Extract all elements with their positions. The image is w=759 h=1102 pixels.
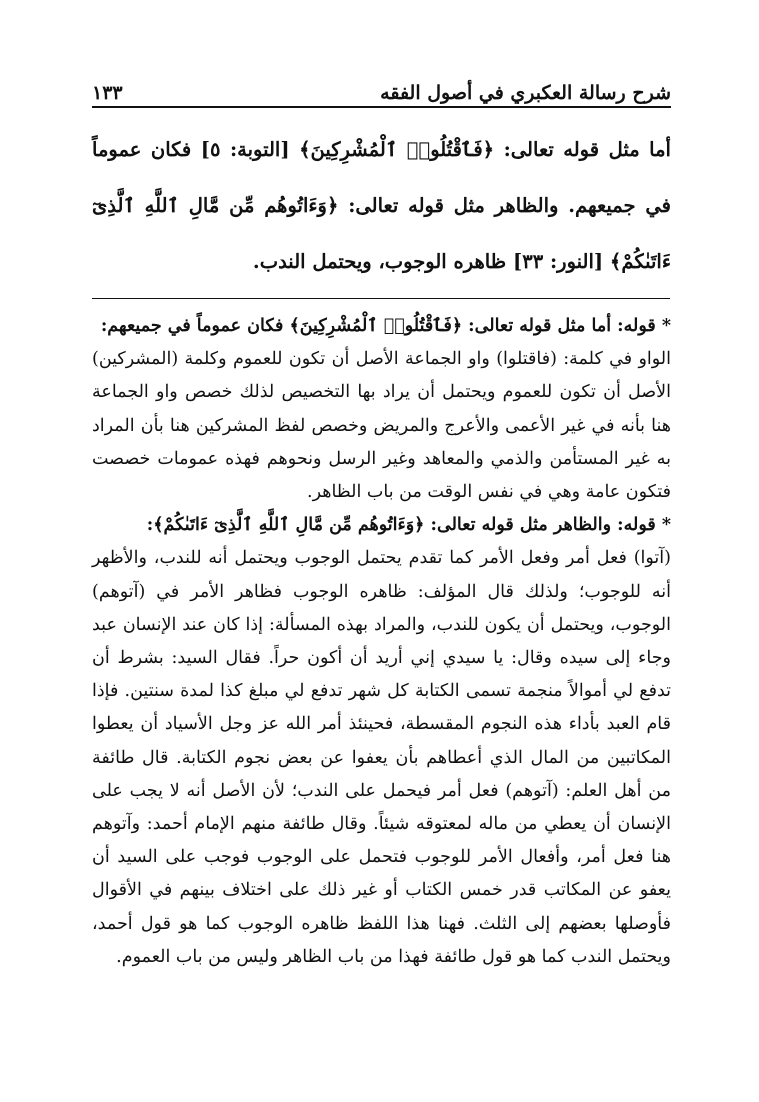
main-text-block [92,122,671,290]
commentary-paragraph: الواو في كلمة: (فاقتلوا) واو الجماعة الأصل أن تكون للعموم وكلمة (المشركين) الأصل أن تكون للعموم ويحتمل أن يراد بها التخصيص لذلك خصص واو الجماعة هنا بأنه في غير الأعمى والأعرج والمريض وخصص لفظ المشركين هنا بأن المراد به غير المستأمن والذمي والمعاهد وغير الرسل ونحوهم فهذه عمومات خصصت فتكون عامة وهي في نفس الوقت من باب الظاهر. [92,349,671,503]
running-title: شرح رسالة العكبري في أصول الفقه [380,82,671,104]
quran-verse: ﴿وَءَاتُوهُم مِّن مَّالِ ٱللَّهِ ٱلَّذِىٓ ءَاتَىٰكُمْ﴾ [92,194,671,273]
verse-reference: [التوبة: ٥] فكان عموماً في جميعهم. [92,138,671,217]
heading-text: فكان عموماً في جميعهم: [100,316,290,336]
heading-text: * قوله: أما مثل قوله تعالى: [462,316,671,336]
quran-verse: ﴿فَٱقْتُلُوا۟ ٱلْمُشْرِكِينَ﴾ [289,316,463,336]
verse-reference: [النور: ٣٣] ظاهره الوجوب، ويحتمل الندب. [252,250,610,273]
commentary-heading [92,310,671,343]
commentary-paragraph: (آتوا) فعل أمر وفعل الأمر كما تقدم يحتمل الوجوب ويحتمل أنه للندب، والأظهر أنه للوجوب؛ ولذلك قال المؤلف: ظاهره الوجوب فظاهر الأمر في (آتوهم) الوجوب، ويحتمل أن يكون للندب، والمراد بهذه المسألة: إذا كان عند الإنسان عبد وجاء إلى سيده وقال: يا سيدي إني أريد أن أكون حراً. فقال السيد: بشرط أن تدفع لي أموالاً منجمة تسمى الكتابة كل شهر تدفع لي مبلغ كذا لمدة سنتين. فإذا قام العبد بأداء هذه النجوم المقسطة، فحينئذ أمر الله عز وجل الأسياد أن يعطوا المكاتبين من المال الذي أعطاهم بأن يعفوا عن بعض نجوم الكتابة. قال طائفة من أهل العلم: (آتوهم) فعل أمر فيحمل على الندب؛ لأن الأصل أنه لا يجب على الإنسان أن يعطي من ماله لمعتوقه شيئاً. وقال طائفة منهم الإمام أحمد: وآتوهم هنا فعل أمر، وأفعال الأمر للوجوب فتحمل على الوجوب فوجب على السيد أن يعفو عن المكاتب قدر خمس الكتاب أو غير ذلك على اختلاف بينهم في الأقوال فأوصلها بعضهم إلى الثلث. فهنا هذا اللفظ ظاهره الوجوب كما هو قول أحمد، ويحتمل الندب كما هو قول طائفة فهذا من باب الظاهر وليس من باب العموم. [92,548,671,967]
main-paragraph [92,122,671,290]
commentary-heading [92,509,671,542]
page-number: ١٣٣ [92,82,123,104]
footnote-separator [92,298,670,299]
running-head [92,78,671,104]
heading-text: : [146,515,154,536]
quran-verse: ﴿وَءَاتُوهُم مِّن مَّالِ ٱللَّهِ ٱلَّذِىٓ ءَاتَىٰكُمْ﴾ [153,515,425,536]
quran-verse: ﴿فَٱقْتُلُوا۟ ٱلْمُشْرِكِينَ﴾ [299,138,495,161]
header-rule [92,106,671,108]
main-text-span: أما مثل قوله تعالى: [494,138,671,161]
main-text-span: والظاهر مثل قوله تعالى: [338,194,559,217]
heading-text: * قوله: والظاهر مثل قوله تعالى: [424,515,671,536]
commentary-block [92,310,671,974]
